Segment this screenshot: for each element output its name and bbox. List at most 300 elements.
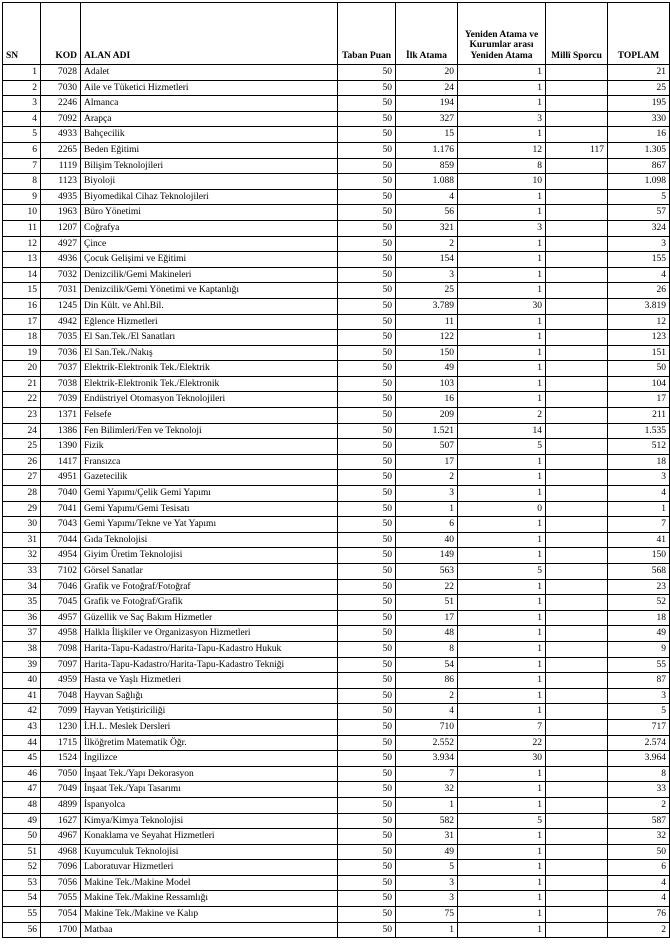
cell-yeniden-atama: 1 — [458, 532, 546, 548]
cell-toplam: 151 — [608, 345, 670, 361]
table-row — [3, 80, 670, 96]
cell-toplam: 3 — [608, 236, 670, 252]
cell-ilk-atama: 2 — [396, 236, 458, 252]
cell-taban-puan: 50 — [338, 65, 396, 81]
cell-sn: 26 — [3, 454, 41, 470]
cell-toplam: 3.819 — [608, 298, 670, 314]
cell-ilk-atama: 17 — [396, 454, 458, 470]
cell-kod: 7102 — [41, 564, 81, 580]
cell-toplam: 123 — [608, 330, 670, 346]
cell-ilk-atama: 3.934 — [396, 751, 458, 767]
table-row — [3, 564, 670, 580]
cell-milli-sporcu — [546, 595, 608, 611]
cell-alan-adi: Makine Tek./Makine Model — [81, 875, 338, 891]
cell-alan-adi: İnşaat Tek./Yapı Tasarımı — [81, 782, 338, 798]
cell-sn: 50 — [3, 829, 41, 845]
cell-taban-puan: 50 — [338, 673, 396, 689]
table-row — [3, 220, 670, 236]
cell-milli-sporcu — [546, 641, 608, 657]
cell-milli-sporcu — [546, 408, 608, 424]
header-yeniden-atama: Yeniden Atama ve Kurumlar arası Yeniden Atama — [458, 3, 546, 65]
cell-alan-adi: Din Kült. ve Ahl.Bil. — [81, 298, 338, 314]
cell-kod: 7030 — [41, 80, 81, 96]
cell-yeniden-atama: 0 — [458, 501, 546, 517]
cell-sn: 53 — [3, 875, 41, 891]
cell-milli-sporcu — [546, 486, 608, 502]
cell-ilk-atama: 54 — [396, 657, 458, 673]
cell-toplam: 2.574 — [608, 735, 670, 751]
cell-toplam: 324 — [608, 220, 670, 236]
cell-milli-sporcu — [546, 65, 608, 81]
cell-ilk-atama: 40 — [396, 532, 458, 548]
cell-ilk-atama: 31 — [396, 829, 458, 845]
table-row — [3, 548, 670, 564]
cell-toplam: 17 — [608, 392, 670, 408]
cell-ilk-atama: 22 — [396, 579, 458, 595]
cell-alan-adi: Felsefe — [81, 408, 338, 424]
cell-milli-sporcu — [546, 922, 608, 938]
cell-yeniden-atama: 1 — [458, 657, 546, 673]
cell-taban-puan: 50 — [338, 470, 396, 486]
cell-kod: 7054 — [41, 907, 81, 923]
cell-ilk-atama: 49 — [396, 361, 458, 377]
cell-alan-adi: Denizcilik/Gemi Yönetimi ve Kaptanlığı — [81, 283, 338, 299]
cell-toplam: 512 — [608, 439, 670, 455]
cell-toplam: 867 — [608, 158, 670, 174]
cell-yeniden-atama: 1 — [458, 96, 546, 112]
cell-milli-sporcu — [546, 517, 608, 533]
cell-sn: 49 — [3, 813, 41, 829]
cell-sn: 39 — [3, 657, 41, 673]
cell-toplam: 1.305 — [608, 142, 670, 158]
cell-ilk-atama: 48 — [396, 626, 458, 642]
cell-kod: 7039 — [41, 392, 81, 408]
cell-taban-puan: 50 — [338, 751, 396, 767]
cell-ilk-atama: 49 — [396, 844, 458, 860]
cell-yeniden-atama: 30 — [458, 751, 546, 767]
cell-yeniden-atama: 1 — [458, 283, 546, 299]
cell-alan-adi: Giyim Üretim Teknolojisi — [81, 548, 338, 564]
cell-taban-puan: 50 — [338, 454, 396, 470]
cell-taban-puan: 50 — [338, 564, 396, 580]
cell-taban-puan: 50 — [338, 875, 396, 891]
cell-kod: 7044 — [41, 532, 81, 548]
cell-taban-puan: 50 — [338, 376, 396, 392]
cell-taban-puan: 50 — [338, 174, 396, 190]
cell-sn: 30 — [3, 517, 41, 533]
cell-sn: 48 — [3, 797, 41, 813]
cell-sn: 31 — [3, 532, 41, 548]
cell-ilk-atama: 149 — [396, 548, 458, 564]
cell-yeniden-atama: 1 — [458, 517, 546, 533]
cell-milli-sporcu — [546, 813, 608, 829]
table-row — [3, 189, 670, 205]
cell-kod: 1390 — [41, 439, 81, 455]
cell-alan-adi: Aile ve Tüketici Hizmetleri — [81, 80, 338, 96]
header-milli-sporcu: Millî Sporcu — [546, 3, 608, 65]
cell-toplam: 18 — [608, 610, 670, 626]
cell-kod: 7049 — [41, 782, 81, 798]
cell-kod: 7037 — [41, 361, 81, 377]
cell-toplam: 50 — [608, 361, 670, 377]
cell-kod: 4968 — [41, 844, 81, 860]
cell-sn: 44 — [3, 735, 41, 751]
cell-alan-adi: El San.Tek./El Sanatları — [81, 330, 338, 346]
table-row — [3, 501, 670, 517]
header-taban-puan: Taban Puan — [338, 3, 396, 65]
cell-alan-adi: Gazetecilik — [81, 470, 338, 486]
cell-sn: 20 — [3, 361, 41, 377]
cell-kod: 4927 — [41, 236, 81, 252]
cell-kod: 7040 — [41, 486, 81, 502]
cell-alan-adi: Fizik — [81, 439, 338, 455]
cell-taban-puan: 50 — [338, 907, 396, 923]
cell-alan-adi: Makine Tek./Makine ve Kalıp — [81, 907, 338, 923]
cell-toplam: 32 — [608, 829, 670, 845]
cell-toplam: 87 — [608, 673, 670, 689]
cell-toplam: 3 — [608, 688, 670, 704]
cell-ilk-atama: 11 — [396, 314, 458, 330]
table-row — [3, 875, 670, 891]
cell-yeniden-atama: 1 — [458, 486, 546, 502]
cell-ilk-atama: 582 — [396, 813, 458, 829]
table-row — [3, 532, 670, 548]
cell-sn: 41 — [3, 688, 41, 704]
cell-taban-puan: 50 — [338, 517, 396, 533]
cell-yeniden-atama: 5 — [458, 564, 546, 580]
table-row — [3, 579, 670, 595]
cell-taban-puan: 50 — [338, 501, 396, 517]
table-row — [3, 782, 670, 798]
cell-milli-sporcu — [546, 439, 608, 455]
cell-yeniden-atama: 1 — [458, 392, 546, 408]
cell-milli-sporcu — [546, 470, 608, 486]
cell-toplam: 104 — [608, 376, 670, 392]
cell-taban-puan: 50 — [338, 361, 396, 377]
table-row — [3, 641, 670, 657]
cell-yeniden-atama: 14 — [458, 423, 546, 439]
cell-sn: 25 — [3, 439, 41, 455]
table-row — [3, 330, 670, 346]
cell-milli-sporcu — [546, 96, 608, 112]
cell-ilk-atama: 8 — [396, 641, 458, 657]
cell-alan-adi: Hayvan Yetiştiriciliği — [81, 704, 338, 720]
cell-alan-adi: Fransızca — [81, 454, 338, 470]
cell-taban-puan: 50 — [338, 626, 396, 642]
cell-sn: 9 — [3, 189, 41, 205]
cell-toplam: 41 — [608, 532, 670, 548]
cell-ilk-atama: 3.789 — [396, 298, 458, 314]
cell-ilk-atama: 154 — [396, 252, 458, 268]
cell-toplam: 16 — [608, 127, 670, 143]
cell-taban-puan: 50 — [338, 236, 396, 252]
cell-milli-sporcu — [546, 454, 608, 470]
table-row — [3, 408, 670, 424]
cell-milli-sporcu — [546, 688, 608, 704]
cell-milli-sporcu — [546, 782, 608, 798]
table-row — [3, 111, 670, 127]
cell-taban-puan: 50 — [338, 797, 396, 813]
header-sn: SN — [3, 3, 41, 65]
cell-yeniden-atama: 30 — [458, 298, 546, 314]
table-row — [3, 610, 670, 626]
cell-toplam: 25 — [608, 80, 670, 96]
table-row — [3, 392, 670, 408]
cell-sn: 34 — [3, 579, 41, 595]
cell-sn: 40 — [3, 673, 41, 689]
cell-kod: 7032 — [41, 267, 81, 283]
cell-toplam: 8 — [608, 766, 670, 782]
cell-yeniden-atama: 7 — [458, 719, 546, 735]
cell-alan-adi: Harita-Tapu-Kadastro/Harita-Tapu-Kadastro Hukuk — [81, 641, 338, 657]
cell-taban-puan: 50 — [338, 439, 396, 455]
cell-ilk-atama: 2.552 — [396, 735, 458, 751]
cell-kod: 7055 — [41, 891, 81, 907]
table-row — [3, 236, 670, 252]
table-row — [3, 860, 670, 876]
cell-milli-sporcu — [546, 657, 608, 673]
cell-sn: 52 — [3, 860, 41, 876]
cell-milli-sporcu — [546, 860, 608, 876]
table-row — [3, 298, 670, 314]
cell-milli-sporcu — [546, 80, 608, 96]
table-row — [3, 205, 670, 221]
cell-yeniden-atama: 10 — [458, 174, 546, 190]
cell-milli-sporcu — [546, 111, 608, 127]
cell-alan-adi: İspanyolca — [81, 797, 338, 813]
cell-kod: 7092 — [41, 111, 81, 127]
cell-taban-puan: 50 — [338, 829, 396, 845]
cell-milli-sporcu — [546, 735, 608, 751]
cell-toplam: 5 — [608, 189, 670, 205]
cell-ilk-atama: 1.088 — [396, 174, 458, 190]
cell-milli-sporcu — [546, 719, 608, 735]
cell-ilk-atama: 56 — [396, 205, 458, 221]
cell-milli-sporcu — [546, 751, 608, 767]
cell-taban-puan: 50 — [338, 579, 396, 595]
cell-milli-sporcu — [546, 875, 608, 891]
cell-taban-puan: 50 — [338, 704, 396, 720]
cell-kod: 1245 — [41, 298, 81, 314]
cell-alan-adi: Elektrik-Elektronik Tek./Elektronik — [81, 376, 338, 392]
table-row — [3, 657, 670, 673]
cell-ilk-atama: 103 — [396, 376, 458, 392]
cell-alan-adi: Halkla İlişkiler ve Organizasyon Hizmetleri — [81, 626, 338, 642]
cell-yeniden-atama: 8 — [458, 158, 546, 174]
cell-toplam: 4 — [608, 875, 670, 891]
cell-kod: 7046 — [41, 579, 81, 595]
cell-milli-sporcu — [546, 345, 608, 361]
table-row — [3, 766, 670, 782]
cell-toplam: 150 — [608, 548, 670, 564]
cell-kod: 1371 — [41, 408, 81, 424]
cell-toplam: 76 — [608, 907, 670, 923]
cell-yeniden-atama: 1 — [458, 579, 546, 595]
cell-toplam: 23 — [608, 579, 670, 595]
cell-ilk-atama: 2 — [396, 470, 458, 486]
cell-alan-adi: İlköğretim Matematik Öğr. — [81, 735, 338, 751]
table-row — [3, 595, 670, 611]
cell-milli-sporcu — [546, 501, 608, 517]
table-row — [3, 829, 670, 845]
cell-yeniden-atama: 1 — [458, 314, 546, 330]
cell-ilk-atama: 6 — [396, 517, 458, 533]
cell-toplam: 1.535 — [608, 423, 670, 439]
cell-kod: 4967 — [41, 829, 81, 845]
cell-toplam: 211 — [608, 408, 670, 424]
cell-taban-puan: 50 — [338, 158, 396, 174]
cell-kod: 1207 — [41, 220, 81, 236]
table-row — [3, 844, 670, 860]
table-row — [3, 673, 670, 689]
cell-milli-sporcu — [546, 361, 608, 377]
cell-milli-sporcu — [546, 704, 608, 720]
cell-sn: 5 — [3, 127, 41, 143]
cell-yeniden-atama: 1 — [458, 189, 546, 205]
cell-kod: 4959 — [41, 673, 81, 689]
cell-taban-puan: 50 — [338, 719, 396, 735]
cell-alan-adi: Gıda Teknolojisi — [81, 532, 338, 548]
cell-kod: 7096 — [41, 860, 81, 876]
cell-taban-puan: 50 — [338, 782, 396, 798]
cell-sn: 45 — [3, 751, 41, 767]
cell-toplam: 3 — [608, 470, 670, 486]
cell-alan-adi: Bilişim Teknolojileri — [81, 158, 338, 174]
cell-toplam: 26 — [608, 283, 670, 299]
cell-kod: 4951 — [41, 470, 81, 486]
cell-toplam: 1 — [608, 501, 670, 517]
cell-kod: 1123 — [41, 174, 81, 190]
table-row — [3, 454, 670, 470]
cell-alan-adi: Görsel Sanatlar — [81, 564, 338, 580]
cell-sn: 46 — [3, 766, 41, 782]
cell-alan-adi: Çince — [81, 236, 338, 252]
cell-alan-adi: Bahçecilik — [81, 127, 338, 143]
cell-ilk-atama: 51 — [396, 595, 458, 611]
cell-sn: 7 — [3, 158, 41, 174]
table-row — [3, 65, 670, 81]
cell-taban-puan: 50 — [338, 345, 396, 361]
cell-yeniden-atama: 1 — [458, 704, 546, 720]
cell-milli-sporcu — [546, 844, 608, 860]
cell-toplam: 52 — [608, 595, 670, 611]
cell-sn: 2 — [3, 80, 41, 96]
cell-ilk-atama: 209 — [396, 408, 458, 424]
table-row — [3, 174, 670, 190]
cell-ilk-atama: 859 — [396, 158, 458, 174]
cell-yeniden-atama: 1 — [458, 891, 546, 907]
cell-ilk-atama: 1.176 — [396, 142, 458, 158]
cell-yeniden-atama: 3 — [458, 220, 546, 236]
cell-milli-sporcu — [546, 610, 608, 626]
cell-taban-puan: 50 — [338, 189, 396, 205]
cell-kod: 7038 — [41, 376, 81, 392]
cell-toplam: 57 — [608, 205, 670, 221]
cell-taban-puan: 50 — [338, 813, 396, 829]
table-row — [3, 470, 670, 486]
cell-taban-puan: 50 — [338, 252, 396, 268]
cell-kod: 7099 — [41, 704, 81, 720]
cell-alan-adi: Hayvan Sağlığı — [81, 688, 338, 704]
cell-sn: 43 — [3, 719, 41, 735]
cell-ilk-atama: 3 — [396, 486, 458, 502]
cell-sn: 24 — [3, 423, 41, 439]
cell-kod: 7041 — [41, 501, 81, 517]
cell-ilk-atama: 563 — [396, 564, 458, 580]
cell-kod: 4958 — [41, 626, 81, 642]
cell-ilk-atama: 24 — [396, 80, 458, 96]
cell-milli-sporcu — [546, 548, 608, 564]
cell-taban-puan: 50 — [338, 688, 396, 704]
cell-milli-sporcu — [546, 564, 608, 580]
cell-taban-puan: 50 — [338, 641, 396, 657]
cell-yeniden-atama: 1 — [458, 330, 546, 346]
cell-sn: 38 — [3, 641, 41, 657]
cell-ilk-atama: 16 — [396, 392, 458, 408]
cell-milli-sporcu — [546, 314, 608, 330]
cell-milli-sporcu — [546, 189, 608, 205]
cell-toplam: 4 — [608, 486, 670, 502]
cell-kod: 1386 — [41, 423, 81, 439]
cell-kod: 1963 — [41, 205, 81, 221]
table-row — [3, 751, 670, 767]
cell-alan-adi: Gemi Yapımı/Gemi Tesisatı — [81, 501, 338, 517]
cell-sn: 56 — [3, 922, 41, 938]
cell-sn: 11 — [3, 220, 41, 236]
cell-kod: 4957 — [41, 610, 81, 626]
cell-yeniden-atama: 3 — [458, 111, 546, 127]
table-body — [3, 65, 670, 938]
cell-milli-sporcu — [546, 797, 608, 813]
cell-kod: 1524 — [41, 751, 81, 767]
cell-yeniden-atama: 1 — [458, 797, 546, 813]
cell-ilk-atama: 122 — [396, 330, 458, 346]
cell-alan-adi: Kimya/Kimya Teknolojisi — [81, 813, 338, 829]
cell-alan-adi: Makine Tek./Makine Ressamlığı — [81, 891, 338, 907]
cell-kod: 1230 — [41, 719, 81, 735]
cell-alan-adi: İngilizce — [81, 751, 338, 767]
cell-alan-adi: Arapça — [81, 111, 338, 127]
table-row — [3, 423, 670, 439]
cell-taban-puan: 50 — [338, 205, 396, 221]
cell-sn: 33 — [3, 564, 41, 580]
cell-kod: 7043 — [41, 517, 81, 533]
cell-alan-adi: Güzellik ve Saç Bakım Hizmetler — [81, 610, 338, 626]
cell-kod: 1627 — [41, 813, 81, 829]
cell-milli-sporcu — [546, 829, 608, 845]
cell-alan-adi: Grafik ve Fotoğraf/Fotoğraf — [81, 579, 338, 595]
cell-alan-adi: İnşaat Tek./Yapı Dekorasyon — [81, 766, 338, 782]
cell-alan-adi: Almanca — [81, 96, 338, 112]
cell-milli-sporcu — [546, 252, 608, 268]
cell-milli-sporcu — [546, 205, 608, 221]
cell-sn: 4 — [3, 111, 41, 127]
cell-milli-sporcu — [546, 330, 608, 346]
cell-sn: 36 — [3, 610, 41, 626]
cell-taban-puan: 50 — [338, 408, 396, 424]
cell-milli-sporcu — [546, 283, 608, 299]
cell-sn: 12 — [3, 236, 41, 252]
cell-milli-sporcu — [546, 174, 608, 190]
cell-kod: 4899 — [41, 797, 81, 813]
cell-kod: 7098 — [41, 641, 81, 657]
cell-sn: 17 — [3, 314, 41, 330]
cell-alan-adi: El San.Tek./Nakış — [81, 345, 338, 361]
cell-sn: 14 — [3, 267, 41, 283]
cell-sn: 29 — [3, 501, 41, 517]
cell-toplam: 568 — [608, 564, 670, 580]
cell-milli-sporcu — [546, 298, 608, 314]
